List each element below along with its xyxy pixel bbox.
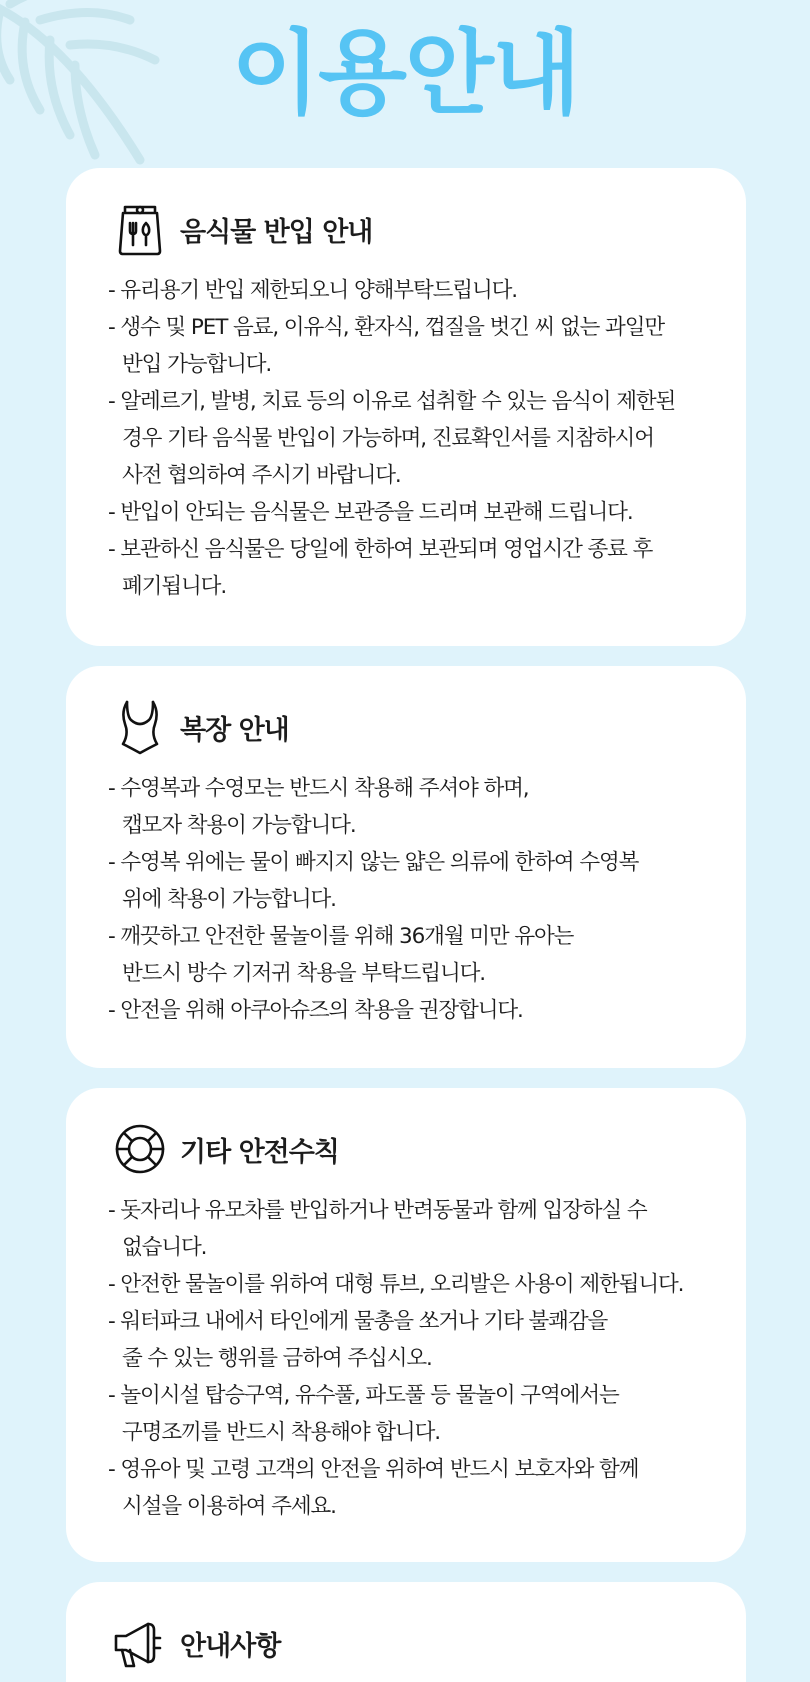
list-item: - 수영복 위에는 물이 빠지지 않는 얇은 의류에 한하여 수영복 — [108, 850, 639, 875]
list-item: - 워터파크 내에서 타인에게 물총을 쏘거나 기타 불쾌감을 — [108, 1309, 608, 1334]
list-item: 위에 착용이 가능합니다. — [122, 887, 336, 912]
dress-code-title: 복장 안내 — [180, 714, 289, 746]
food-info-title: 음식물 반입 안내 — [180, 216, 373, 248]
safety-rules-list — [108, 1192, 706, 1525]
list-item: 줄 수 있는 행위를 금하여 주십시오. — [122, 1346, 432, 1371]
list-item: 폐기됩니다. — [122, 574, 227, 599]
list-item: 없습니다. — [122, 1235, 207, 1260]
list-item: 구명조끼를 반드시 착용해야 합니다. — [122, 1420, 440, 1445]
page-title: 이용안내 — [231, 20, 579, 127]
list-item: 시설을 이용하여 주세요. — [122, 1494, 336, 1519]
list-item: - 안전한 물놀이를 위하여 대형 튜브, 오리발은 사용이 제한됩니다. — [108, 1272, 684, 1297]
list-item: 반입 가능합니다. — [122, 352, 272, 377]
list-item: - 안전을 위해 아쿠아슈즈의 착용을 권장합니다. — [108, 998, 523, 1023]
list-item: - 알레르기, 발병, 치료 등의 이유로 섭취할 수 있는 음식이 제한된 — [108, 389, 676, 414]
list-item: 캡모자 착용이 가능합니다. — [122, 813, 356, 838]
megaphone-icon — [112, 1613, 168, 1673]
safety-rules-title: 기타 안전수칙 — [180, 1136, 339, 1168]
notices-title: 안내사항 — [180, 1630, 281, 1662]
list-item: - 영유아 및 고령 고객의 안전을 위하여 반드시 보호자와 함께 — [108, 1457, 639, 1482]
notices-card — [66, 1582, 746, 1682]
list-item: 사전 협의하여 주시기 바랍니다. — [122, 463, 401, 488]
food-bag-icon — [112, 199, 168, 259]
food-info-card — [66, 168, 746, 646]
dress-code-header — [112, 696, 706, 758]
food-info-header — [112, 198, 706, 260]
notices-header — [112, 1612, 706, 1674]
list-item: - 깨끗하고 안전한 물놀이를 위해 36개월 미만 유아는 — [108, 924, 574, 949]
dress-code-card — [66, 666, 746, 1068]
list-item: - 놀이시설 탑승구역, 유수풀, 파도풀 등 물놀이 구역에서는 — [108, 1383, 619, 1408]
safety-rules-header — [112, 1118, 706, 1180]
dress-code-list — [108, 770, 706, 1029]
list-item: - 돗자리나 유모차를 반입하거나 반려동물과 함께 입장하실 수 — [108, 1198, 647, 1223]
lifebuoy-icon — [112, 1119, 168, 1179]
list-item: - 반입이 안되는 음식물은 보관증을 드리며 보관해 드립니다. — [108, 500, 633, 525]
swimsuit-icon — [112, 697, 168, 757]
list-item: - 유리용기 반입 제한되오니 양해부탁드립니다. — [108, 278, 518, 303]
list-item: 반드시 방수 기저귀 착용을 부탁드립니다. — [122, 961, 486, 986]
list-item: 경우 기타 음식물 반입이 가능하며, 진료확인서를 지참하시어 — [122, 426, 654, 451]
food-info-list — [108, 272, 706, 605]
list-item: - 보관하신 음식물은 당일에 한하여 보관되며 영업시간 종료 후 — [108, 537, 653, 562]
list-item: - 수영복과 수영모는 반드시 착용해 주셔야 하며, — [108, 776, 529, 801]
list-item: - 생수 및 PET 음료, 이유식, 환자식, 껍질을 벗긴 씨 없는 과일만 — [108, 315, 665, 340]
safety-rules-card — [66, 1088, 746, 1562]
